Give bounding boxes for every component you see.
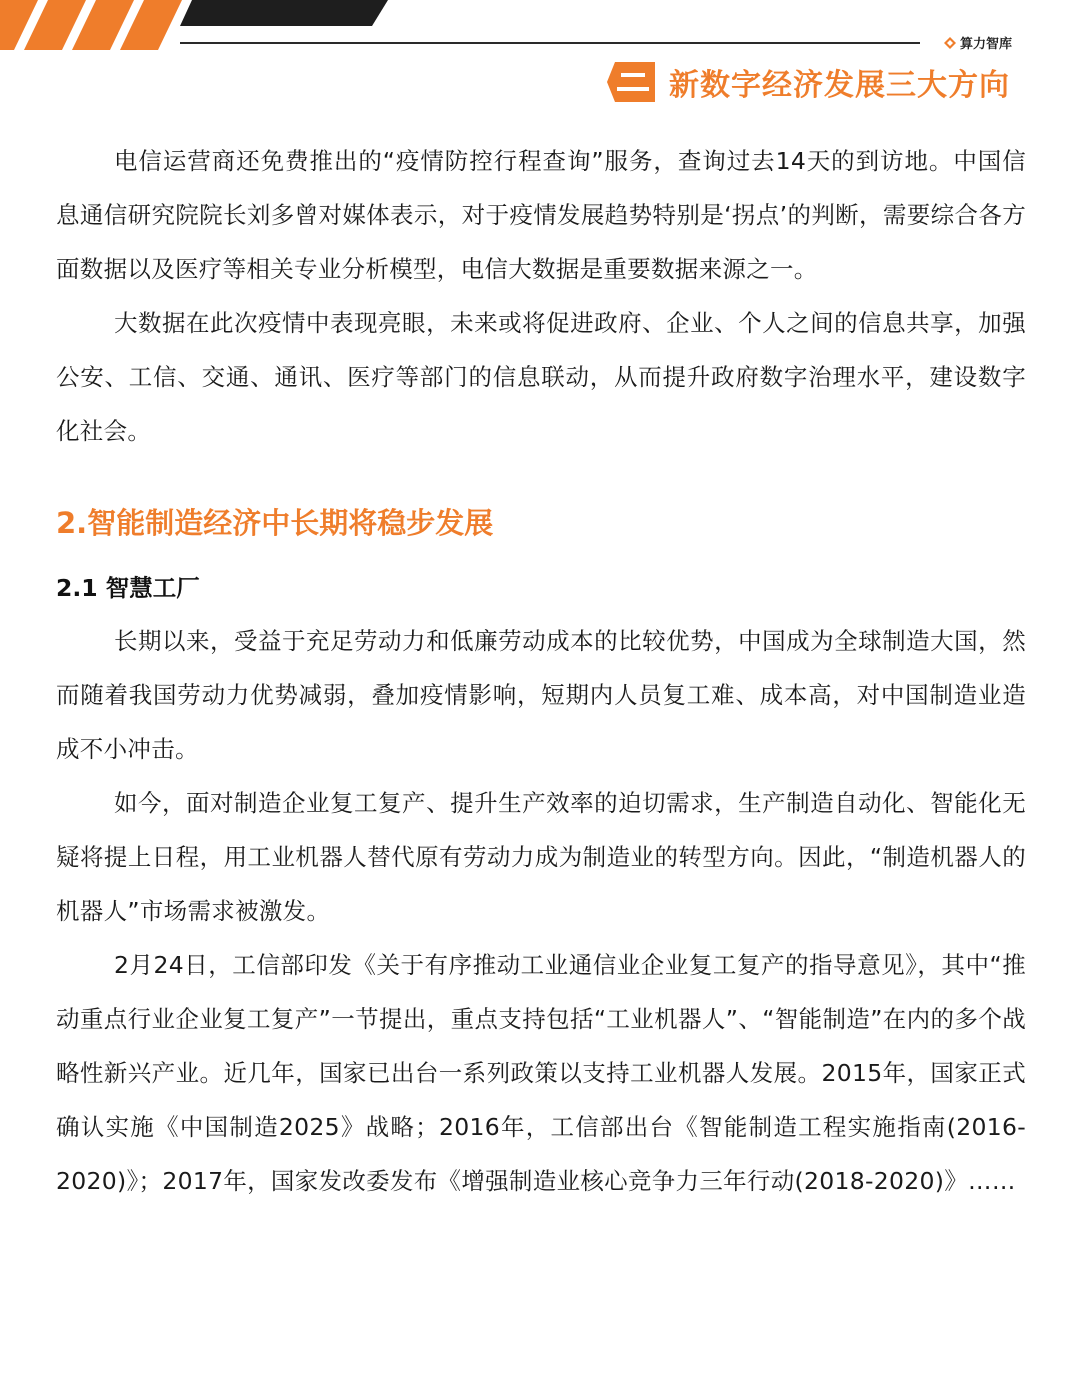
brand-logo	[944, 33, 1012, 52]
diamond-logo-icon	[944, 37, 956, 49]
two-stroke-icon	[607, 62, 655, 102]
section-heading	[607, 60, 1010, 104]
section-title: 新数字经济发展三大方向	[669, 68, 1010, 103]
paragraph: 2月24日，工信部印发《关于有序推动工业通信业企业复工复产的指导意见》，其中“推动重点行业企业复工复产”一节提出，重点支持包括“工业机器人”、“智能制造”在内的多个战略性新兴产业。近几年，国家已出台一系列政策以支持工业机器人发展。2015年，国家正式确认实施《中国制造2025》战略；2016年，工信部出台《智能制造工程实施指南(2016-2020)》；2017年，国家发改委发布《增强制造业核心竞争力三年行动(2018-2020)》……	[56, 951, 1026, 1195]
paragraph: 大数据在此次疫情中表现亮眼，未来或将促进政府、企业、个人之间的信息共享，加强公安、工信、交通、通讯、医疗等部门的信息联动，从而提升政府数字治理水平，建设数字化社会。	[56, 309, 1026, 445]
brand-name: 算力智库	[959, 37, 1012, 52]
paragraph: 长期以来，受益于充足劳动力和低廉劳动成本的比较优势，中国成为全球制造大国，然而随着我国劳动力优势减弱，叠加疫情影响，短期内人员复工难、成本高，对中国制造业造成不小冲击。	[56, 627, 1026, 763]
subsection-heading: 2.智能制造经济中长期将稳步发展	[56, 506, 494, 540]
article-body	[56, 134, 1026, 1208]
header-rule	[180, 42, 920, 44]
paragraph: 电信运营商还免费推出的“疫情防控行程查询”服务，查询过去14天的到访地。中国信息通信研究院院长刘多曾对媒体表示，对于疫情发展趋势特别是‘拐点’的判断，需要综合各方面数据以及医疗等相关专业分析模型，电信大数据是重要数据来源之一。	[56, 147, 1026, 283]
sub-subsection-heading: 2.1 智慧工厂	[56, 574, 200, 602]
paragraph: 如今，面对制造企业复工复产、提升生产效率的迫切需求，生产制造自动化、智能化无疑将提上日程，用工业机器人替代原有劳动力成为制造业的转型方向。因此，“制造机器人的机器人”市场需求被激发。	[56, 789, 1026, 925]
